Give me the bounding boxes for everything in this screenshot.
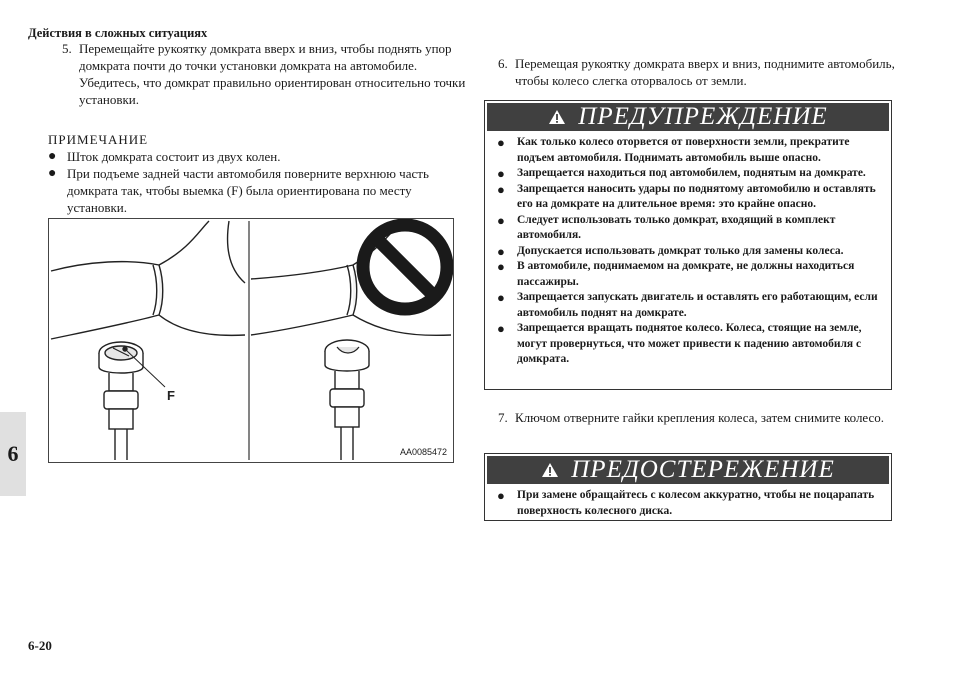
note-item: ● При подъеме задней части автомобиля поверните верхнюю часть домкрата так, чтобы выемка (F) была ориентирована по месту установки. — [48, 166, 429, 215]
step-5 — [62, 40, 474, 108]
figure-label-f: F — [167, 388, 175, 403]
bullet-icon: ● — [48, 166, 57, 181]
chapter-tab — [0, 412, 26, 496]
caution-box — [484, 453, 892, 521]
warning-item: ● В автомобиле, поднимаемом на домкрате, не должны находиться пассажиры. — [497, 259, 855, 288]
warning-header — [487, 103, 889, 131]
caution-list — [497, 488, 883, 519]
figure-code: AA0085472 — [399, 447, 447, 457]
warning-item: ● Как только колесо оторвется от поверхности земли, прекратите подъем автомобиля. Поднимать автомобиль выше опасно. — [497, 135, 850, 164]
step-7 — [498, 409, 915, 426]
warning-item: ● Запрещается наносить удары по поднятому автомобилю и оставлять его на домкрате на длительное время: это крайне опасно. — [497, 181, 876, 210]
step-6-number: 6. — [498, 56, 508, 71]
right-panel — [251, 221, 451, 460]
note-item: ● Шток домкрата состоит из двух колен. — [48, 149, 281, 164]
step-6-text: Перемещая рукоятку домкрата вверх и вниз, поднимите автомобиль, чтобы колесо слегка оторвалось от земли. — [515, 56, 895, 88]
warning-list — [497, 135, 883, 368]
warning-item: ● Запрещается вращать поднятое колесо. Колеса, стоящие на земле, могут провернуться, что может привести к падению автомобиля с домкрата. — [497, 321, 862, 365]
warning-triangle-icon — [541, 462, 559, 478]
bullet-icon: ● — [497, 243, 505, 259]
bullet-icon: ● — [497, 135, 505, 150]
note-list — [48, 148, 443, 216]
chapter-number: 6 — [7, 441, 19, 466]
warning-item: ● Запрещается находиться под автомобилем, поднятым на домкрате. — [497, 166, 866, 181]
warning-item: ● Следует использовать только домкрат, входящий в комплект автомобиля. — [497, 212, 836, 241]
bullet-icon: ● — [497, 166, 505, 181]
step-6 — [498, 55, 915, 89]
warning-item: ● Запрещается запускать двигатель и оставлять его работающим, если автомобиль поднят на домкрате. — [497, 290, 878, 319]
step-7-text: Ключом отверните гайки крепления колеса, затем снимите колесо. — [515, 410, 885, 425]
section-title: Действия в сложных ситуациях — [28, 26, 208, 40]
caution-header — [487, 456, 889, 484]
warning-item: ● Допускается использовать домкрат только для замены колеса. — [497, 243, 844, 259]
page-number: 6-20 — [28, 638, 52, 653]
prohibition-icon — [363, 225, 447, 309]
step-5-number: 5. — [62, 41, 72, 56]
bullet-icon: ● — [497, 290, 505, 305]
bullet-icon: ● — [497, 181, 505, 197]
caution-item: ● При замене обращайтесь с колесом аккуратно, чтобы не поцарапать поверхность колесного диска. — [497, 488, 875, 517]
bullet-icon: ● — [48, 149, 57, 164]
jack-figure — [48, 218, 454, 463]
bullet-icon: ● — [497, 321, 505, 336]
warning-triangle-icon — [548, 109, 566, 125]
bullet-icon: ● — [497, 212, 505, 228]
step-5-text: Перемещайте рукоятку домкрата вверх и вниз, чтобы поднять упор домкрата почти до точки установки домкрата на автомобиле. Убедитесь, что домкрат правильно ориентирован относительно точки установки. — [79, 41, 466, 107]
left-panel — [51, 221, 245, 460]
bullet-icon: ● — [497, 488, 505, 503]
warning-title: ПРЕДУПРЕЖДЕНИЕ — [578, 103, 828, 130]
caution-title: ПРЕДОСТЕРЕЖЕНИЕ — [571, 456, 835, 483]
warning-box — [484, 100, 892, 390]
bullet-icon: ● — [497, 259, 505, 274]
note-title: ПРИМЕЧАНИЕ — [48, 132, 149, 147]
step-7-number: 7. — [498, 410, 508, 425]
jack-illustration — [49, 219, 453, 462]
